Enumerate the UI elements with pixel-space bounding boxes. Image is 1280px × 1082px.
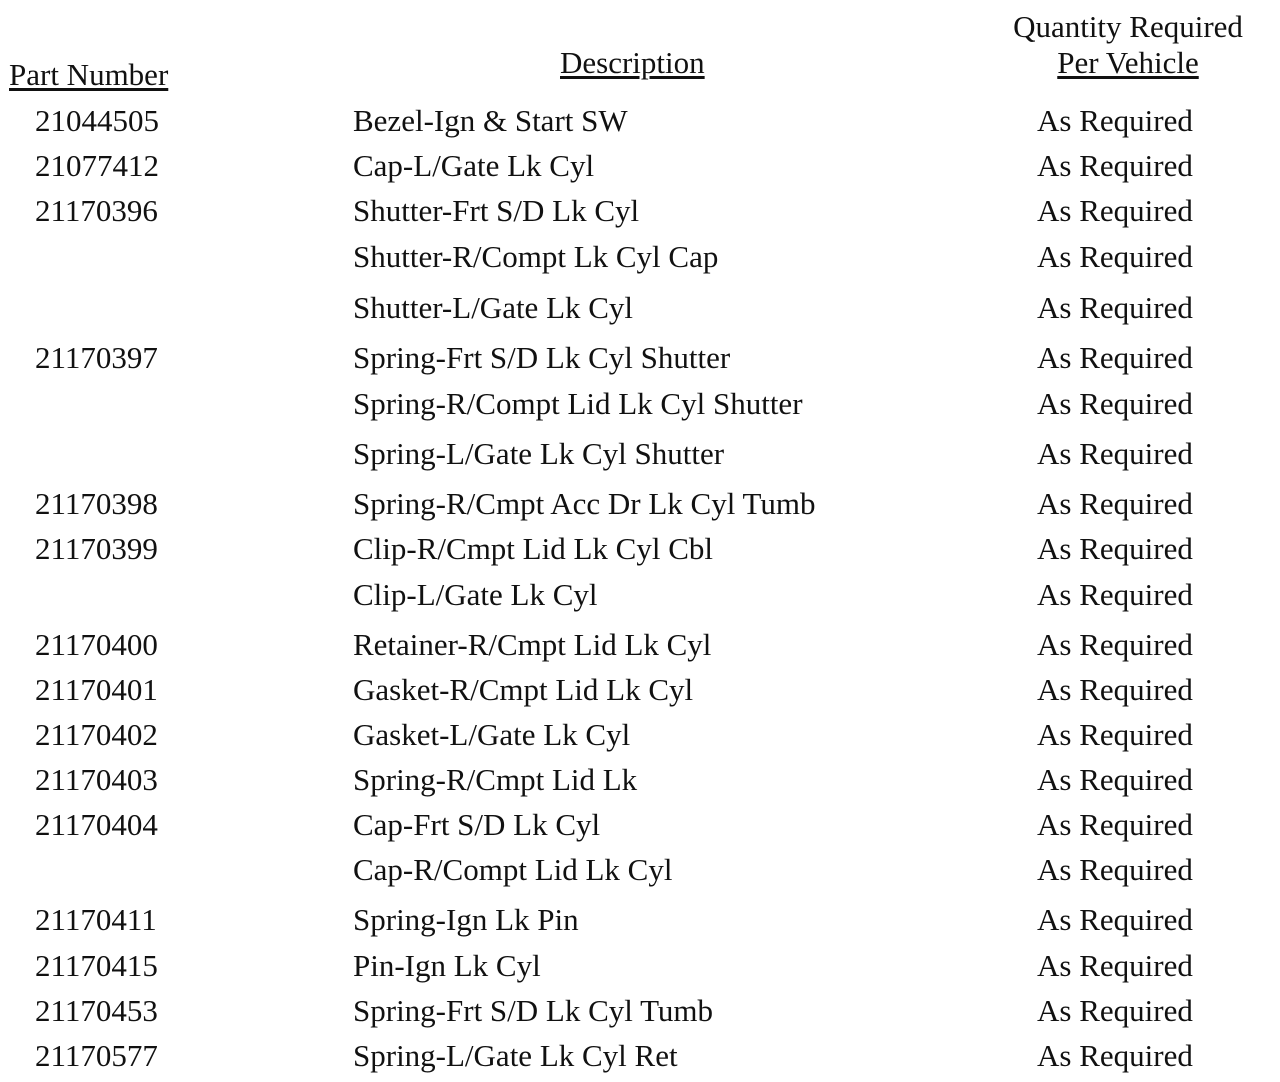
description-cell: Cap-Frt S/D Lk Cyl xyxy=(353,807,601,842)
part-number-header: Part Number xyxy=(9,57,169,92)
description-cell: Bezel-Ign & Start SW xyxy=(353,103,628,138)
quantity-cell: As Required xyxy=(1037,486,1193,521)
description-cell: Retainer-R/Cmpt Lid Lk Cyl xyxy=(353,627,712,662)
quantity-cell: As Required xyxy=(1037,902,1193,937)
part-number-cell: 21170403 xyxy=(35,762,158,797)
description-cell: Shutter-Frt S/D Lk Cyl xyxy=(353,193,640,228)
table-row xyxy=(0,146,1280,186)
quantity-cell: As Required xyxy=(1037,577,1193,612)
quantity-cell: As Required xyxy=(1037,340,1193,375)
part-number-cell: 21077412 xyxy=(35,148,159,183)
quantity-cell: As Required xyxy=(1037,239,1193,274)
description-cell: Gasket-L/Gate Lk Cyl xyxy=(353,717,631,752)
part-number-cell: 21170453 xyxy=(35,993,158,1028)
quantity-cell: As Required xyxy=(1037,290,1193,325)
description-cell: Gasket-R/Cmpt Lid Lk Cyl xyxy=(353,672,694,707)
description-header: Description xyxy=(560,45,705,80)
description-cell: Spring-L/Gate Lk Cyl Ret xyxy=(353,1038,678,1073)
part-number-cell: 21044505 xyxy=(35,103,159,138)
part-number-cell: 21170396 xyxy=(35,193,158,228)
table-row xyxy=(0,946,1280,986)
quantity-header xyxy=(993,10,1263,80)
table-row xyxy=(0,715,1280,755)
part-number-cell: 21170404 xyxy=(35,807,158,842)
quantity-cell: As Required xyxy=(1037,1038,1193,1073)
table-row xyxy=(0,434,1280,474)
table-row xyxy=(0,101,1280,141)
quantity-cell: As Required xyxy=(1037,993,1193,1028)
table-row xyxy=(0,529,1280,569)
table-row xyxy=(0,191,1280,231)
table-row xyxy=(0,850,1280,890)
description-cell: Shutter-R/Compt Lk Cyl Cap xyxy=(353,239,719,274)
part-number-cell: 21170401 xyxy=(35,672,158,707)
table-row xyxy=(0,575,1280,615)
table-row xyxy=(0,237,1280,277)
quantity-cell: As Required xyxy=(1037,852,1193,887)
description-cell: Cap-L/Gate Lk Cyl xyxy=(353,148,595,183)
description-cell: Spring-L/Gate Lk Cyl Shutter xyxy=(353,436,725,471)
description-cell: Pin-Ign Lk Cyl xyxy=(353,948,541,983)
table-row xyxy=(0,625,1280,665)
table-row xyxy=(0,484,1280,524)
table-row xyxy=(0,900,1280,940)
quantity-cell: As Required xyxy=(1037,436,1193,471)
table-row xyxy=(0,991,1280,1031)
part-number-cell: 21170400 xyxy=(35,627,158,662)
table-row xyxy=(0,384,1280,424)
part-number-cell: 21170397 xyxy=(35,340,158,375)
quantity-cell: As Required xyxy=(1037,193,1193,228)
quantity-header-line1: Quantity Required xyxy=(1013,9,1243,44)
quantity-cell: As Required xyxy=(1037,807,1193,842)
part-number-cell: 21170577 xyxy=(35,1038,158,1073)
quantity-cell: As Required xyxy=(1037,717,1193,752)
table-row xyxy=(0,805,1280,845)
table-row xyxy=(0,1036,1280,1076)
description-cell: Spring-R/Cmpt Lid Lk xyxy=(353,762,638,797)
table-row xyxy=(0,338,1280,378)
quantity-header-line2: Per Vehicle xyxy=(1057,45,1199,80)
part-number-cell: 21170402 xyxy=(35,717,158,752)
description-cell: Spring-Ign Lk Pin xyxy=(353,902,579,937)
quantity-cell: As Required xyxy=(1037,762,1193,797)
part-number-cell: 21170398 xyxy=(35,486,158,521)
part-number-cell: 21170415 xyxy=(35,948,158,983)
table-row xyxy=(0,670,1280,710)
description-cell: Shutter-L/Gate Lk Cyl xyxy=(353,290,634,325)
part-number-cell: 21170399 xyxy=(35,531,158,566)
table-row xyxy=(0,760,1280,800)
description-cell: Cap-R/Compt Lid Lk Cyl xyxy=(353,852,673,887)
quantity-cell: As Required xyxy=(1037,672,1193,707)
part-number-cell: 21170411 xyxy=(35,902,157,937)
quantity-cell: As Required xyxy=(1037,103,1193,138)
description-cell: Clip-R/Cmpt Lid Lk Cyl Cbl xyxy=(353,531,713,566)
quantity-cell: As Required xyxy=(1037,386,1193,421)
quantity-cell: As Required xyxy=(1037,627,1193,662)
quantity-cell: As Required xyxy=(1037,148,1193,183)
description-cell: Spring-R/Cmpt Acc Dr Lk Cyl Tumb xyxy=(353,486,816,521)
table-row xyxy=(0,288,1280,328)
description-cell: Spring-Frt S/D Lk Cyl Tumb xyxy=(353,993,714,1028)
description-cell: Clip-L/Gate Lk Cyl xyxy=(353,577,598,612)
quantity-cell: As Required xyxy=(1037,531,1193,566)
description-cell: Spring-R/Compt Lid Lk Cyl Shutter xyxy=(353,386,803,421)
description-cell: Spring-Frt S/D Lk Cyl Shutter xyxy=(353,340,731,375)
quantity-cell: As Required xyxy=(1037,948,1193,983)
